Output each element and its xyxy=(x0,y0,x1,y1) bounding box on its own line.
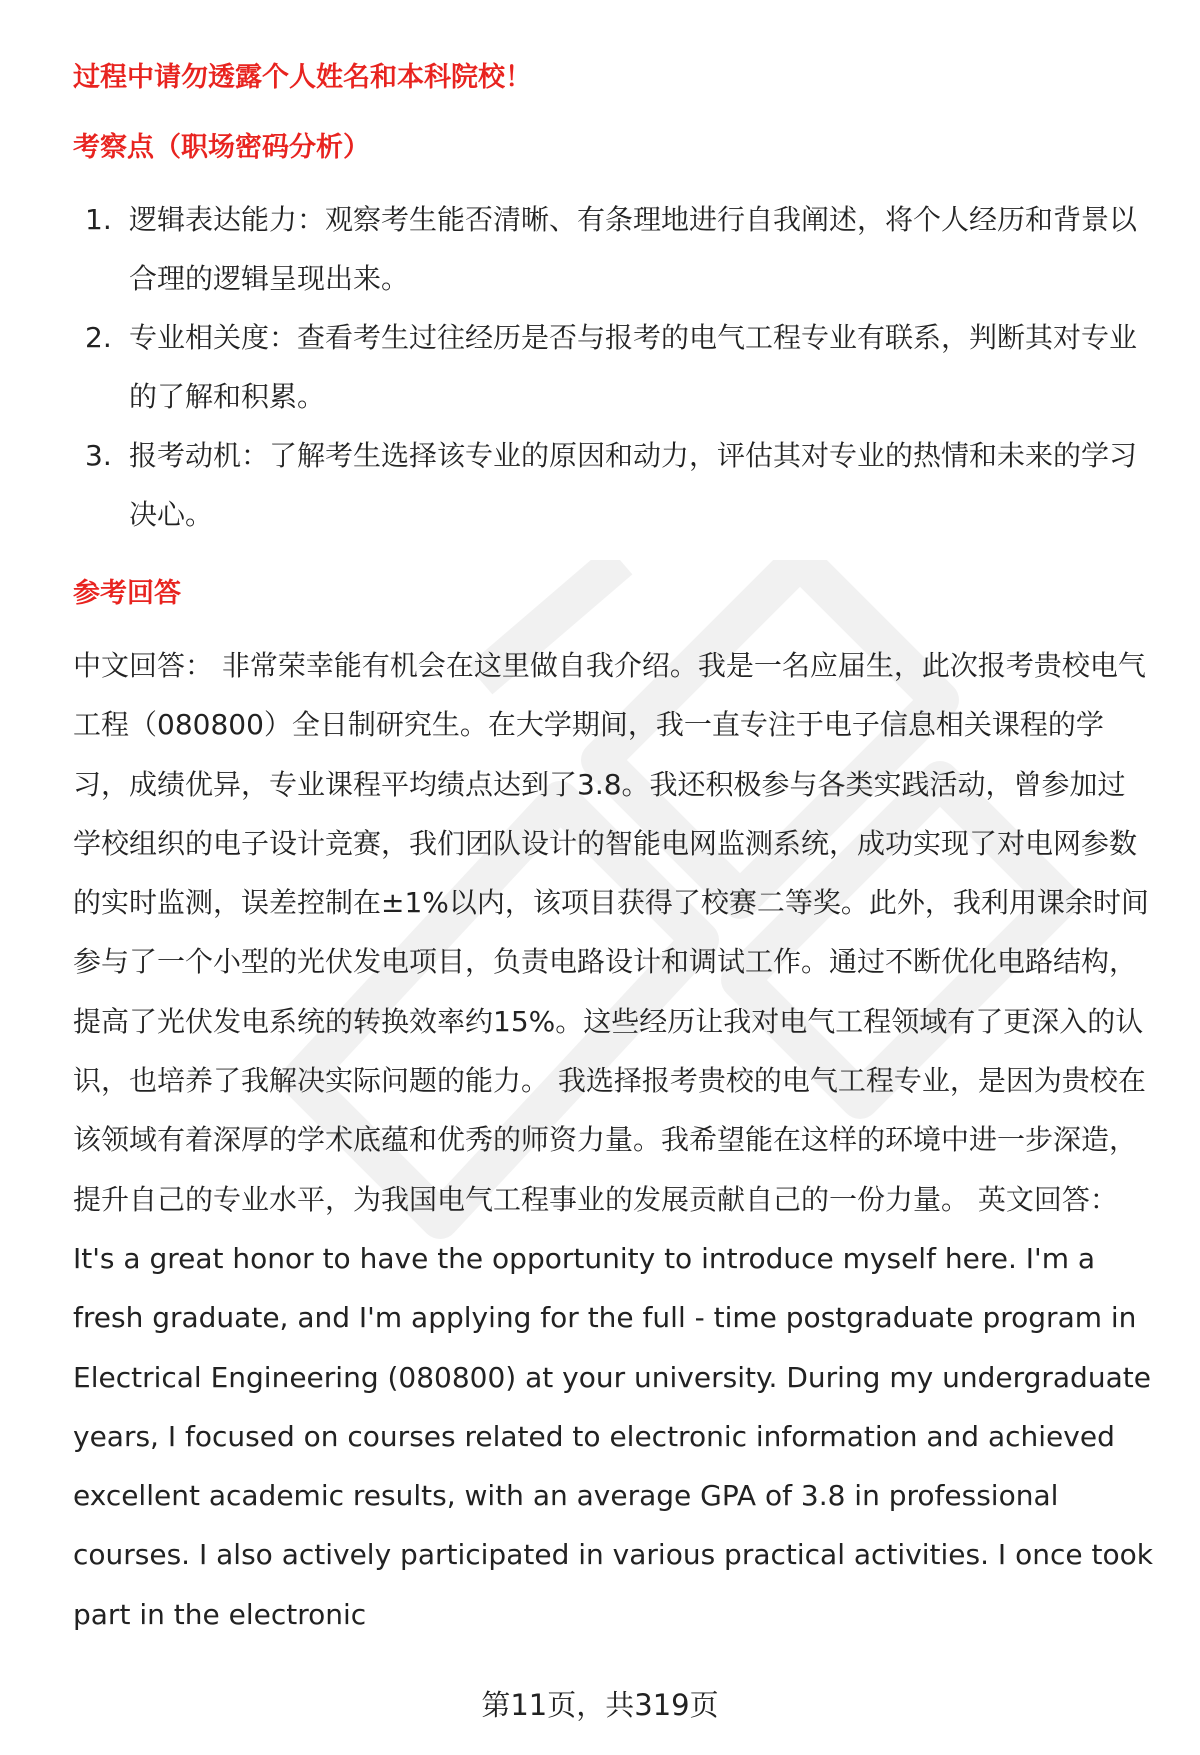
answer-chinese-text: 中文回答： 非常荣幸能有机会在这里做自我介绍。我是一名应届生，此次报考贵校电气工程（080800）全日制研究生。在大学期间，我一直专注于电子信息相关课程的学习，成绩优异，专业课程平均绩点达到了3.8。我还积极参与各类实践活动，曾参加过学校组织的电子设计竞赛，我们团队设计的智能电网监测系统，成功实现了对电网参数的实时监测，误差控制在±1%以内，该项目获得了校赛二等奖。此外，我利用课余时间参与了一个小型的光伏发电项目，负责电路设计和调试工作。通过不断优化电路结构，提高了光伏发电系统的转换效率约15%。这些经历让我对电气工程领域有了更深入的认识，也培养了我解决实际问题的能力。 我选择报考贵校的电气工程专业，是因为贵校在该领域有着深厚的学术底蕴和优秀的师资力量。我希望能在这样的环境中进一步深造，提升自己的专业水平，为我国电气工程事业的发展贡献自己的一份力量。 英文回答： xyxy=(73,649,1149,1216)
section-title-assessment-points: 考察点（职场密码分析） xyxy=(73,132,370,163)
page-number-footer: 第11页，共319页 xyxy=(481,1688,719,1722)
list-item xyxy=(73,308,1153,426)
list-item-number: 1. xyxy=(85,203,112,236)
list-item-number: 2. xyxy=(85,321,112,354)
list-item xyxy=(73,190,1153,308)
list-item-text: 报考动机：了解考生选择该专业的原因和动力，评估其对专业的热情和未来的学习决心。 xyxy=(129,439,1138,531)
section-title-reference-answer: 参考回答 xyxy=(73,578,181,609)
assessment-points-list xyxy=(73,190,1153,544)
list-item-number: 3. xyxy=(85,439,112,472)
list-item-text: 专业相关度：查看考生过往经历是否与报考的电气工程专业有联系，判断其对专业的了解和积累。 xyxy=(129,321,1138,413)
reference-answer-body xyxy=(73,636,1153,1644)
answer-english-text: It's a great honor to have the opportunity to introduce myself here. I'm a fresh graduate, and I'm applying for the full - time postgraduate program in Electrical Engineering (080800) at your university. During my undergraduate years, I focused on courses related to electronic information and achieved excellent academic results, with an average GPA of 3.8 in professional courses. I also actively participated in various practical activities. I once took part in the electronic xyxy=(73,1241,1153,1631)
list-item xyxy=(73,426,1153,544)
list-item-text: 逻辑表达能力：观察考生能否清晰、有条理地进行自我阐述，将个人经历和背景以合理的逻辑呈现出来。 xyxy=(129,203,1138,295)
privacy-warning: 过程中请勿透露个人姓名和本科院校！ xyxy=(73,62,532,93)
document-page xyxy=(73,58,1153,1644)
